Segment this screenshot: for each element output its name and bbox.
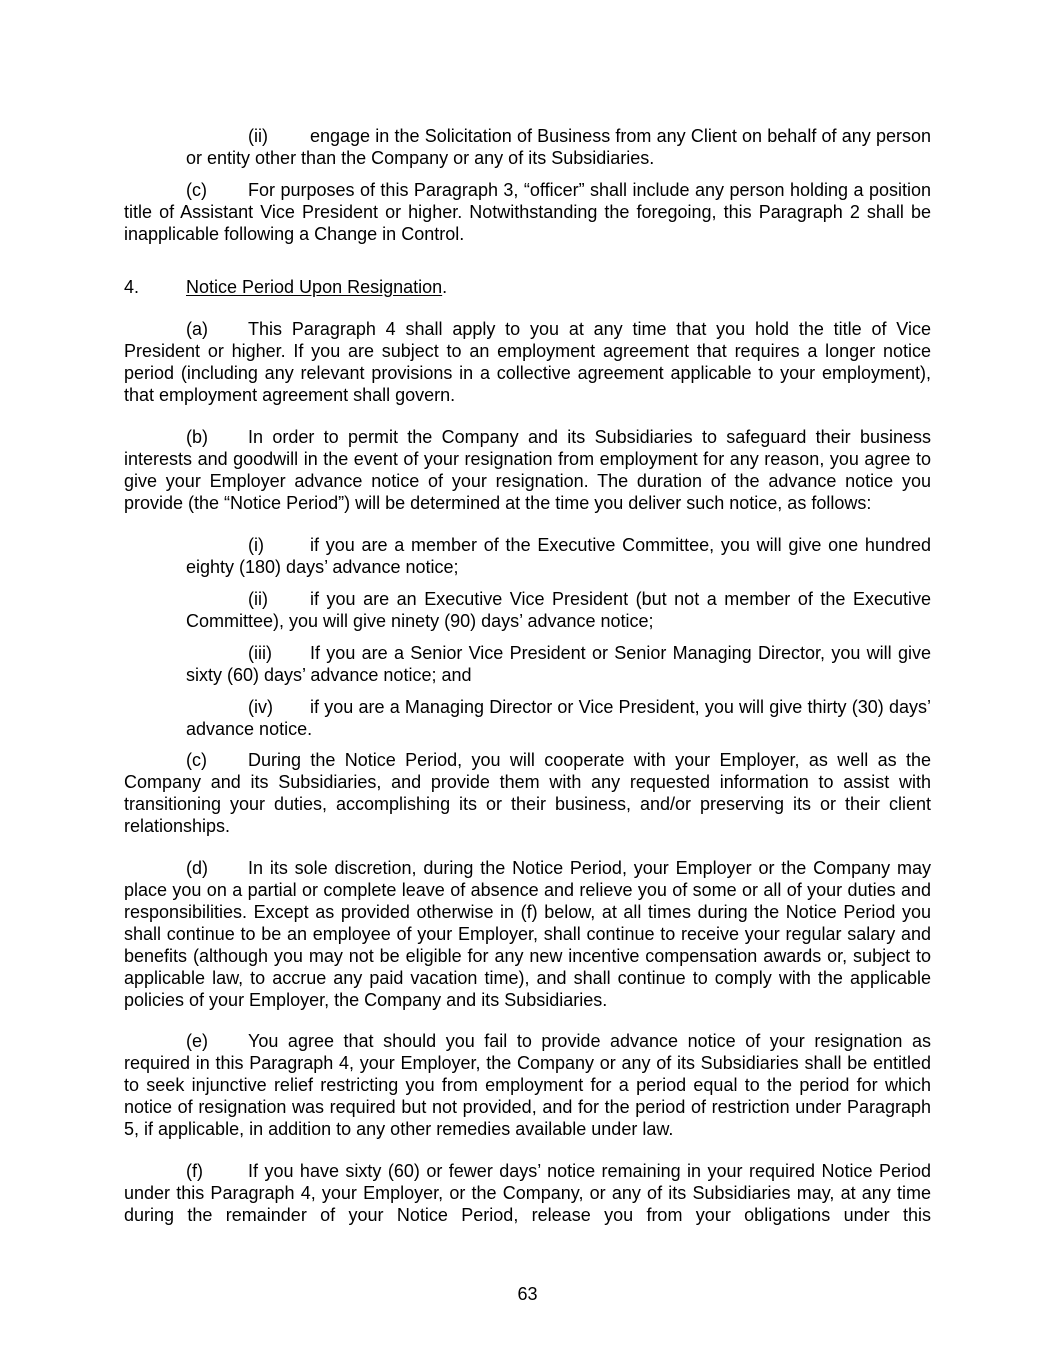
- clause-text: If you have sixty (60) or fewer days’ notice remaining in your required Notice Period under this Paragraph 4, your Employer, or the Company, or any of its Subsidiaries may, at any time during the remainder of your Notice Period, release you from your obligations under this: [124, 1161, 931, 1225]
- clause-4b: [124, 426, 931, 514]
- clause-4b-i: [186, 534, 931, 578]
- clause-4d: [124, 857, 931, 1011]
- clause-text: In order to permit the Company and its Subsidiaries to safeguard their business interests and goodwill in the event of your resignation from employment for any reason, you agree to give your Employer advance notice of your resignation. The duration of the advance notice you provide (the “Notice Period”) will be determined at the time you deliver such notice, as follows:: [124, 427, 931, 513]
- clause-text: engage in the Solicitation of Business from any Client on behalf of any person or entity other than the Company or any of its Subsidiaries.: [186, 126, 931, 168]
- section-title: Notice Period Upon Resignation: [186, 277, 443, 297]
- clause-text: For purposes of this Paragraph 3, “officer” shall include any person holding a position title of Assistant Vice President or higher. Notwithstanding the foregoing, this Paragraph 2 shall be inapplicable following a Change in Control.: [124, 180, 931, 244]
- clause-label: (i): [248, 535, 264, 555]
- clause-label: (iii): [248, 643, 272, 663]
- clause-label: (b): [186, 427, 208, 447]
- clause-4f: [124, 1160, 931, 1226]
- page-number: 63: [517, 1284, 538, 1304]
- clause-text: You agree that should you fail to provide advance notice of your resignation as required in this Paragraph 4, your Employer, the Company or any of its Subsidiaries shall be entitled to seek injunctive relief restricting you from employment for a period equal to the period for which notice of resignation was required but not provided, and for the period of restriction under Paragraph 5, if applicable, in addition to any other remedies available under law.: [124, 1031, 931, 1139]
- clause-text: if you are an Executive Vice President (but not a member of the Executive Committee), you will give ninety (90) days’ advance notice;: [186, 589, 931, 631]
- clause-label: (f): [186, 1161, 203, 1181]
- clause-label: (c): [186, 750, 207, 770]
- clause-label: (ii): [248, 589, 268, 609]
- clause-label: (e): [186, 1031, 208, 1051]
- clause-4a: [124, 318, 931, 406]
- clause-4b-iv: [186, 696, 931, 740]
- section-title-suffix: .: [442, 277, 448, 297]
- clause-label: (ii): [248, 126, 268, 146]
- clause-label: (iv): [248, 697, 273, 717]
- clause-text: if you are a Managing Director or Vice President, you will give thirty (30) days’ advance notice.: [186, 697, 931, 739]
- clause-c-officer: [124, 179, 931, 245]
- clause-label: (a): [186, 319, 208, 339]
- clause-text: During the Notice Period, you will cooperate with your Employer, as well as the Company and its Subsidiaries, and provide them with any requested information to assist with transitioning your duties, accomplishing its or their business, and/or preserving its or their client relationships.: [124, 750, 931, 836]
- clause-4b-ii: [186, 588, 931, 632]
- clause-4e: [124, 1030, 931, 1140]
- clause-text: This Paragraph 4 shall apply to you at any time that you hold the title of Vice President or higher. If you are subject to an employment agreement that requires a longer notice period (including any relevant provisions in a collective agreement applicable to your employment), that employment agreement shall govern.: [124, 319, 931, 405]
- section-number: 4.: [124, 277, 140, 297]
- clause-text: In its sole discretion, during the Notice Period, your Employer or the Company may place you on a partial or complete leave of absence and relieve you of some or all of your duties and responsibilities. Except as provided otherwise in (f) below, at all times during the Notice Period you shall continue to be an employee of your Employer, shall continue to receive your regular salary and benefits (although you may not be eligible for any new incentive compensation awards or, subject to applicable law, to accrue any paid vacation time), and shall continue to comply with the applicable policies of your Employer, the Company and its Subsidiaries.: [124, 858, 931, 1010]
- clause-4b-iii: [186, 642, 931, 686]
- clause-text: If you are a Senior Vice President or Senior Managing Director, you will give sixty (60) days’ advance notice; and: [186, 643, 931, 685]
- section-4-heading: [124, 276, 447, 298]
- clause-4c: [124, 749, 931, 837]
- clause-label: (d): [186, 858, 208, 878]
- clause-text: if you are a member of the Executive Committee, you will give one hundred eighty (180) days’ advance notice;: [186, 535, 931, 577]
- clause-label: (c): [186, 180, 207, 200]
- clause-ii-solicitation: [186, 125, 931, 169]
